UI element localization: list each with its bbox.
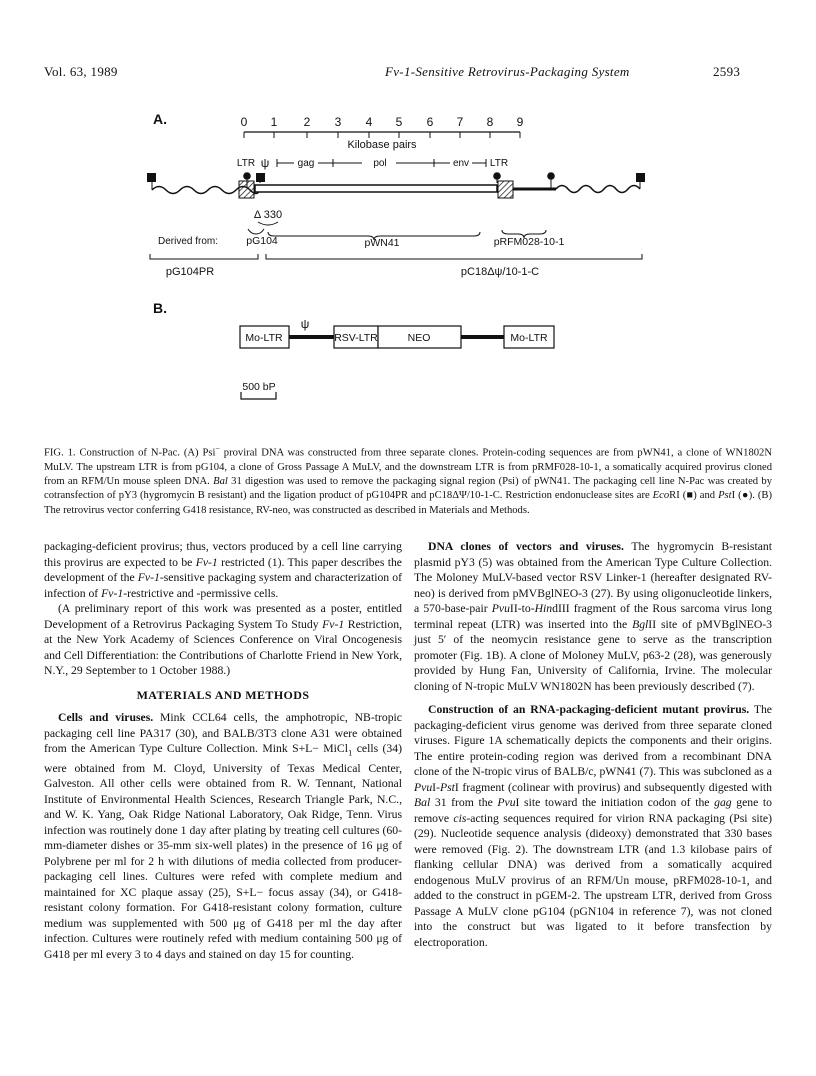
scale-tick-label: 4 [365, 115, 373, 129]
box-label: Mo-LTR [510, 332, 548, 344]
scale-tick-label: 5 [395, 115, 403, 129]
text-run: Bgl [632, 617, 649, 631]
construct-pg104pr: pG104PR [165, 266, 215, 278]
scale-tick-label: 0 [240, 115, 248, 129]
text-run: Pvu [491, 602, 510, 615]
paragraph [44, 710, 402, 962]
paragraph-body [44, 711, 402, 961]
ecori-site-icon [147, 173, 156, 182]
box-label: NEO [407, 332, 431, 344]
text-run: Pvu [497, 796, 516, 809]
paragraph [44, 539, 402, 601]
psti-site-icon [493, 172, 501, 180]
text-run: FIG. 1. Construction of N-Pac. (A) Psi [44, 447, 216, 459]
paragraph [414, 539, 772, 694]
coding-region-bar [255, 185, 497, 192]
scale-tick-label: 6 [426, 115, 434, 129]
construct-pc18: pC18Δψ/10-1-C [460, 266, 540, 278]
text-run: -restrictive and -permissive cells. [123, 586, 279, 600]
scale-tick-label: 8 [486, 115, 494, 129]
text-run: II site of pMVBglNEO-3 just 5′ of the neomycin resistance gene to serve as the transcription promoter (Fig. 1B). A clone of Moloney MuLV, p63-2 (28), was generously provided by Hung Fan, University of California, Irvine. The molecular cloning of N-tropic MuLV WN1802N has been previously described (7). [414, 617, 772, 693]
run-in-heading: Construction of an RNA-packaging-deficient mutant provirus. [428, 703, 750, 716]
ltr-box-left [239, 181, 254, 198]
text-run: Mink CCL64 cells, the amphotropic, NB-tropic packaging cell line PA317 (30), and BALB/3T3 clone A31 were obtained from the American Type Culture Collection. Mink S+L− MiCl [44, 711, 402, 755]
text-run: 1 [347, 747, 353, 758]
scale-tick-label: 2 [303, 115, 311, 129]
text-run: Bal [213, 476, 228, 488]
source-pg104: pG104 [246, 235, 278, 247]
run-in-heading: DNA clones of vectors and viruses. [428, 540, 624, 553]
text-run: I- [432, 780, 440, 794]
region-label-ltr-right: LTR [489, 158, 509, 169]
region-label-env: env [452, 158, 470, 169]
text-run: Bal [414, 796, 431, 809]
figure-1 [0, 0, 816, 440]
text-run: proviral DNA was constructed from three separate clones. Protein-coding sequences are from pWN41, a clone of WN1802N MuLV. The upstream LTR is from pG104, a clone of Gross Passage A MuLV, and the downstream LTR is from pRMF028-10-1, a somatically acquired provirus cloned from an RFM/Un mouse spleen DNA. [44, 447, 772, 488]
psti-site-icon [243, 172, 251, 180]
ecori-site-icon [636, 173, 645, 182]
text-run: cells (34) were obtained from M. Cloyd, University of Texas Medical Center, Galveston. All other cells were obtained from R. W. Tennant, National Institute of Environmental Health Sciences, Research Triangle Park, N.C., and W. K. Yang, Oak Ridge National Laboratory, Oak Ridge, Tenn. Virus infection was routinely done 1 day after plating by treating cell cultures (60-mm-diameter dishes or 35-mm six-well plates) in the presence of 16 μg of Polybrene per ml for 2 h with dilutions of media collected from producer-packaging cell lines. Cultures were refed with complete medium and maintained for XC plaque assay (25), S+L− focus assay (34), or G418-resistant colony formation. For G418-resistant colony formation, culture medium was supplemented with 500 μg of G418 per ml the day after infection. Cultures were routinely refed with medium containing 500 μg of G418 per ml every 3 to 4 days and stained on day 15 for counting. [44, 742, 402, 961]
text-run: Eco [652, 490, 670, 502]
text-run: dIII fragment of the Rous sarcoma virus long terminal repeat (LTR) was inserted into the [414, 602, 772, 631]
box-label: RSV-LTR [334, 332, 378, 344]
paragraph-body [414, 703, 772, 949]
scale-tick-label: 9 [516, 115, 524, 129]
text-run: Pst [439, 780, 455, 794]
text-run: I fragment (colinear with provirus) and subsequently digested with [454, 780, 772, 794]
running-header-volume: Vol. 63, 1989 [44, 64, 118, 79]
derived-from-label: Derived from: [158, 236, 219, 247]
kb-scale [241, 115, 524, 151]
text-run: packaging-deficient provirus; thus, vectors produced by a cell line carrying this provirus are expected to be [44, 540, 402, 569]
rv-neo-vector [240, 317, 554, 348]
scale-bar-label: 500 bP [242, 381, 276, 393]
text-run: cis [453, 811, 467, 825]
region-label-gag: gag [297, 158, 315, 169]
source-pwn41: pWN41 [364, 237, 400, 249]
provirus-map [147, 172, 645, 198]
paragraph-body [414, 540, 772, 693]
text-run: II-to- [509, 602, 535, 615]
section-heading: MATERIALS AND METHODS [136, 687, 310, 702]
text-run: 31 digestion was used to remove the packaging signal region (Psi) of pWN41. The packaging cell line N-Pac was created by cotransfection of pY3 (hygromycin B resistant) and the ligation product of pG104PR and pC18ΔΨ/10-1-C. Restriction endonuclease sites are [44, 476, 772, 502]
text-run: -acting sequences required for virion RNA packaging (Psi site) (29). Nucleotide sequence analysis (dideoxy) demonstrated that 330 bases were removed (Fig. 2). The downstream LTR (and 1.3 kilobase pairs of flanking cellular DNA) was derived from a somatically acquired endogenous MuLV provirus of an RFM/Un mouse, pRFM028-10-1, and added to the construct in pGEM-2. The upstream LTR, derived from Gross Passage A MuLV clone pG104 (pGN104 in reference 7), was not cloned into the construct but was ligated to it before transfection by electroporation. [414, 811, 773, 949]
text-run: RI (■) and [669, 490, 719, 502]
text-run: Pst [718, 490, 732, 502]
scale-tick-label: 3 [334, 115, 342, 129]
text-run: Fv-1 [195, 555, 218, 569]
ltr-box-right [498, 181, 513, 198]
text-run: Fv-1 [322, 617, 345, 631]
paragraph [414, 702, 772, 950]
text-run: (A preliminary report of this work was presented as a poster, entitled Development of a Retrovirus Packaging System To Study [44, 602, 402, 631]
psti-site-icon [547, 172, 555, 180]
text-run: Restriction, at the New York Academy of Sciences Conference on Viral Oncogenesis and Cell Differentiation: the Contributions of Charlotte Friend in New York, N.Y., 29 September to 1 October 1988.) [44, 617, 403, 677]
text-run: restricted (1). This paper describes the development of the [44, 555, 402, 584]
scale-tick-label: 7 [456, 115, 464, 129]
scale-axis-label: Kilobase pairs [347, 139, 417, 151]
source-prfm028: pRFM028-10-1 [493, 236, 565, 248]
psi-marker-icon: ψ [300, 317, 310, 331]
paragraph [44, 601, 402, 679]
text-run: Hin [534, 602, 553, 615]
scale-tick-label: 1 [270, 115, 278, 129]
left-column [44, 539, 402, 962]
deletion-label: Δ 330 [253, 209, 283, 221]
psi-marker-icon: ψ [260, 156, 270, 170]
text-run: I site toward the initiation codon of the [515, 796, 715, 809]
ecori-site-icon [256, 173, 265, 182]
figure-caption [44, 442, 772, 518]
panel-b-label: B. [153, 300, 167, 316]
text-run: − [215, 444, 220, 453]
text-run: I (●). (B) The retrovirus vector conferring G418 resistance, RV-neo, was constructed as described in Materials and Methods. [44, 490, 772, 516]
run-in-heading: Cells and viruses. [58, 711, 154, 724]
text-run: Fv-1 [137, 571, 160, 584]
box-label: Mo-LTR [245, 332, 283, 344]
text-run: The packaging-deficient virus genome was derived from three separate cloned viruses. Figure 1A schematically depicts the components and their origins. The entire protein-coding region was derived from a recombinant DNA clone of the N-tropic virus of BALB/c, pWN41 (7). This was subcloned as a [414, 703, 772, 778]
region-label-ltr-left: LTR [236, 158, 256, 169]
text-run: 31 from the [430, 796, 498, 809]
text-run: gag [714, 796, 732, 809]
right-column [414, 539, 772, 950]
text-run: Fv-1 [101, 586, 124, 600]
panel-a-label: A. [153, 111, 167, 127]
text-run: The hygromycin B-resistant plasmid pY3 (5) was obtained from the American Type Culture Collection. The Moloney MuLV-based vector RSV Linker-1 (hereafter designated RV-neo) is derived from pMVBglNEO-3 (27). By using oligonucleotide linkers, a 570-base-pair [414, 540, 773, 615]
text-run: gene to remove [414, 796, 773, 825]
text-run: Pvu [414, 780, 433, 794]
text-run: -sensitive packaging system and characterization of infection of [44, 571, 403, 600]
page-number: 2593 [713, 64, 741, 79]
running-header-title: Fv-1-Sensitive Retrovirus-Packaging System [385, 64, 630, 79]
region-label-pol: pol [373, 158, 387, 169]
